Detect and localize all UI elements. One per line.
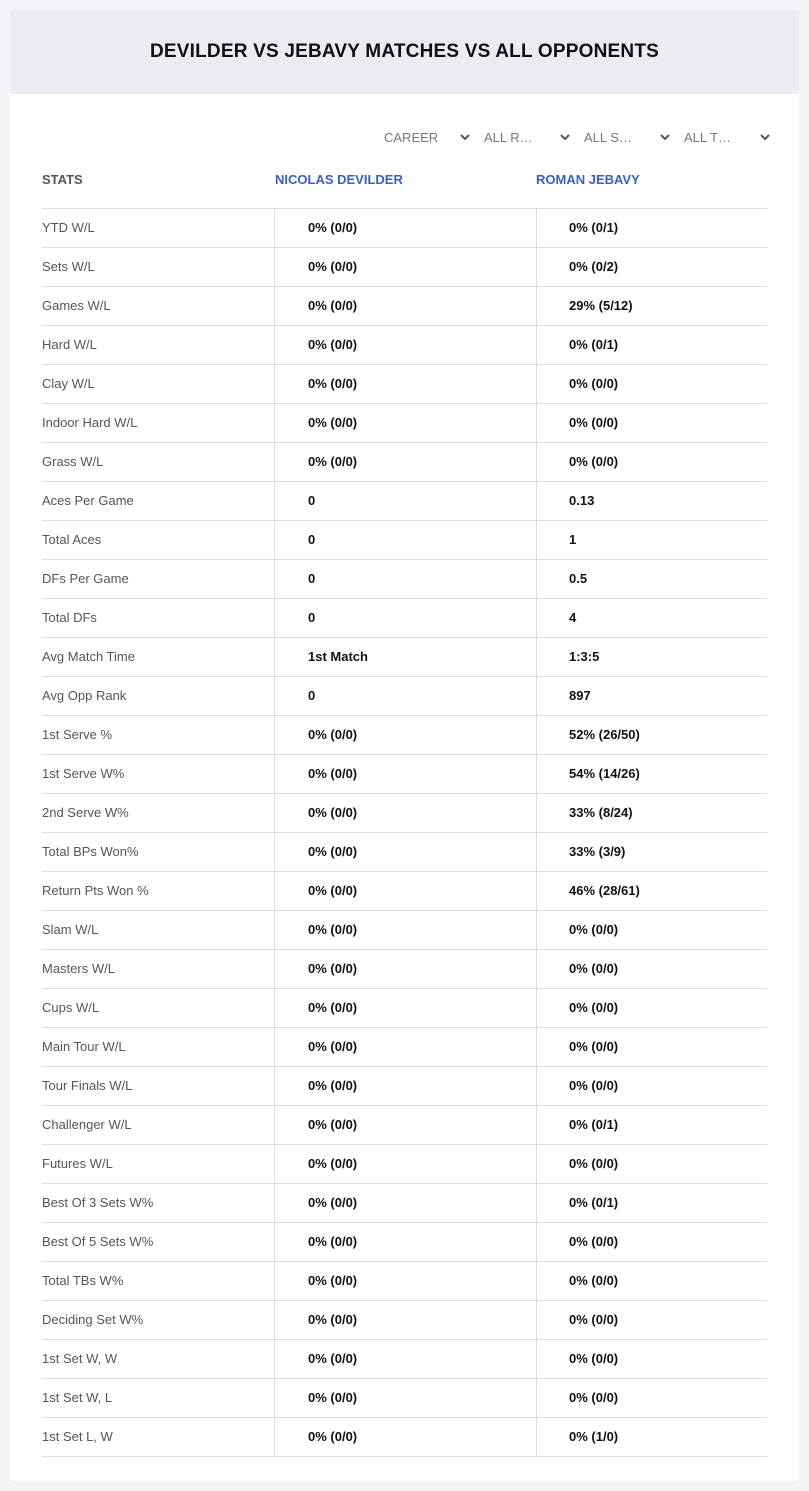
chevron-down-icon: [558, 130, 572, 144]
player2-stat-value: 897: [536, 677, 767, 715]
stat-label: Clay W/L: [42, 376, 95, 391]
stat-label: 1st Set W, L: [42, 1390, 113, 1405]
stat-label: 1st Set W, W: [42, 1351, 118, 1366]
player2-stat-value: 46% (28/61): [536, 872, 767, 910]
player2-stat-value: 0% (0/1): [536, 1106, 767, 1144]
stat-label: 1st Set L, W: [42, 1429, 113, 1444]
player1-stat-value: 0% (0/0): [274, 1418, 536, 1456]
player2-stat-value: 0.13: [536, 482, 767, 520]
player1-stat-value: 0% (0/0): [274, 755, 536, 793]
player2-stat-value: 0% (0/0): [536, 911, 767, 949]
player2-stat-value: 1: [536, 521, 767, 559]
player1-stat-value: 0% (0/0): [274, 326, 536, 364]
player1-stat-value: 0% (0/0): [274, 833, 536, 871]
player1-stat-value: 0: [274, 599, 536, 637]
table-row: [42, 404, 767, 443]
chevron-down-icon: [458, 130, 472, 144]
player1-stat-value: 0% (0/0): [274, 1106, 536, 1144]
stat-label: Tour Finals W/L: [42, 1078, 133, 1093]
stat-label: Avg Opp Rank: [42, 688, 127, 703]
surface-filter-label: ALL S…: [584, 129, 632, 145]
table-row: [42, 209, 767, 248]
stat-label: Best Of 3 Sets W%: [42, 1195, 154, 1210]
round-filter-select[interactable]: [474, 126, 574, 148]
table-header: [42, 170, 767, 209]
table-row: [42, 1067, 767, 1106]
table-row: [42, 443, 767, 482]
stat-label: Total TBs W%: [42, 1273, 124, 1288]
stat-label: Total BPs Won%: [42, 844, 139, 859]
stat-label: Return Pts Won %: [42, 883, 149, 898]
player1-stat-value: 0% (0/0): [274, 1067, 536, 1105]
table-row: [42, 365, 767, 404]
player2-stat-value: 1:3:5: [536, 638, 767, 676]
player2-stat-value: 0% (0/0): [536, 365, 767, 403]
table-row: [42, 1340, 767, 1379]
page-title: DEVILDER VS JEBAVY MATCHES VS ALL OPPONENTS: [149, 41, 660, 62]
table-row: [42, 521, 767, 560]
stat-label: Avg Match Time: [42, 649, 135, 664]
player1-stat-value: 0% (0/0): [274, 248, 536, 286]
stat-label: 1st Serve %: [42, 727, 113, 742]
player1-stat-value: 0: [274, 521, 536, 559]
table-row: [42, 1262, 767, 1301]
player2-stat-value: 0% (0/0): [536, 1067, 767, 1105]
stat-label: Indoor Hard W/L: [42, 415, 138, 430]
stat-label: Sets W/L: [42, 259, 95, 274]
player1-column-header[interactable]: NICOLAS DEVILDER: [275, 172, 403, 187]
player2-stat-value: 52% (26/50): [536, 716, 767, 754]
player2-stat-value: 0% (0/0): [536, 1262, 767, 1300]
player2-stat-value: 54% (14/26): [536, 755, 767, 793]
table-row: [42, 1145, 767, 1184]
round-filter-label: ALL R…: [484, 129, 533, 145]
surface-filter-select[interactable]: [574, 126, 674, 148]
stat-label: Cups W/L: [42, 1000, 100, 1015]
player2-stat-value: 0% (0/0): [536, 443, 767, 481]
table-row: [42, 989, 767, 1028]
stat-label: Challenger W/L: [42, 1117, 132, 1132]
table-row: [42, 248, 767, 287]
player2-stat-value: 0% (0/0): [536, 404, 767, 442]
chevron-down-icon: [658, 130, 672, 144]
stat-label: Masters W/L: [42, 961, 115, 976]
table-row: [42, 794, 767, 833]
player1-stat-value: 0% (0/0): [274, 872, 536, 910]
stats-column-header: STATS: [42, 172, 83, 187]
table-row: [42, 1418, 767, 1457]
tournament-filter-select[interactable]: [674, 126, 774, 148]
table-row: [42, 1301, 767, 1340]
table-row: [42, 1184, 767, 1223]
table-row: [42, 716, 767, 755]
player2-stat-value: 4: [536, 599, 767, 637]
table-row: [42, 755, 767, 794]
player2-stat-value: 0% (1/0): [536, 1418, 767, 1456]
table-row: [42, 482, 767, 521]
table-row: [42, 872, 767, 911]
player2-stat-value: 29% (5/12): [536, 287, 767, 325]
player1-stat-value: 0% (0/0): [274, 1262, 536, 1300]
player2-stat-value: 0% (0/0): [536, 1340, 767, 1378]
player1-stat-value: 0% (0/0): [274, 209, 536, 247]
table-row: [42, 326, 767, 365]
player1-stat-value: 0% (0/0): [274, 365, 536, 403]
chevron-down-icon: [758, 130, 772, 144]
stat-label: Grass W/L: [42, 454, 104, 469]
player1-stat-value: 0% (0/0): [274, 950, 536, 988]
stat-label: Aces Per Game: [42, 493, 134, 508]
player1-stat-value: 0% (0/0): [274, 1184, 536, 1222]
player1-stat-value: 0% (0/0): [274, 1379, 536, 1417]
career-filter-label: CAREER: [384, 129, 439, 145]
stat-label: YTD W/L: [42, 220, 95, 235]
player2-stat-value: 0% (0/2): [536, 248, 767, 286]
player2-stat-value: 0% (0/0): [536, 989, 767, 1027]
stat-label: DFs Per Game: [42, 571, 129, 586]
filter-bar: [374, 126, 774, 148]
player1-stat-value: 0% (0/0): [274, 287, 536, 325]
table-row: [42, 677, 767, 716]
tournament-filter-label: ALL T…: [684, 129, 731, 145]
player2-stat-value: 0% (0/0): [536, 1145, 767, 1183]
table-row: [42, 1223, 767, 1262]
player1-stat-value: 1st Match: [274, 638, 536, 676]
player2-stat-value: 0% (0/1): [536, 326, 767, 364]
stats-card: [10, 10, 799, 1481]
stats-table-body: [42, 209, 767, 1457]
stat-label: 1st Serve W%: [42, 766, 125, 781]
player1-stat-value: 0% (0/0): [274, 794, 536, 832]
table-row: [42, 833, 767, 872]
player1-stat-value: 0% (0/0): [274, 716, 536, 754]
player1-stat-value: 0% (0/0): [274, 1340, 536, 1378]
table-row: [42, 911, 767, 950]
table-row: [42, 560, 767, 599]
player1-stat-value: 0% (0/0): [274, 911, 536, 949]
table-row: [42, 287, 767, 326]
career-filter-select[interactable]: [374, 126, 474, 148]
stat-label: Futures W/L: [42, 1156, 113, 1171]
player2-stat-value: 0% (0/0): [536, 1223, 767, 1261]
player2-stat-value: 0% (0/0): [536, 1301, 767, 1339]
player1-stat-value: 0: [274, 482, 536, 520]
player1-stat-value: 0% (0/0): [274, 404, 536, 442]
table-row: [42, 1106, 767, 1145]
player1-stat-value: 0: [274, 677, 536, 715]
player1-stat-value: 0% (0/0): [274, 1301, 536, 1339]
player1-stat-value: 0% (0/0): [274, 989, 536, 1027]
player2-stat-value: 0% (0/0): [536, 950, 767, 988]
stat-label: Total Aces: [42, 532, 102, 547]
stat-label: Best Of 5 Sets W%: [42, 1234, 154, 1249]
player2-stat-value: 0% (0/0): [536, 1028, 767, 1066]
player2-stat-value: 0% (0/1): [536, 1184, 767, 1222]
table-row: [42, 1379, 767, 1418]
player2-column-header[interactable]: ROMAN JEBAVY: [536, 172, 640, 187]
player2-stat-value: 0% (0/0): [536, 1379, 767, 1417]
stat-label: Slam W/L: [42, 922, 99, 937]
player2-stat-value: 0.5: [536, 560, 767, 598]
stat-label: Games W/L: [42, 298, 111, 313]
table-row: [42, 1028, 767, 1067]
player1-stat-value: 0: [274, 560, 536, 598]
player1-stat-value: 0% (0/0): [274, 1145, 536, 1183]
player1-stat-value: 0% (0/0): [274, 443, 536, 481]
stat-label: Deciding Set W%: [42, 1312, 144, 1327]
stat-label: Hard W/L: [42, 337, 97, 352]
stat-label: Main Tour W/L: [42, 1039, 126, 1054]
player1-stat-value: 0% (0/0): [274, 1028, 536, 1066]
player2-stat-value: 33% (8/24): [536, 794, 767, 832]
table-row: [42, 599, 767, 638]
table-row: [42, 950, 767, 989]
table-row: [42, 638, 767, 677]
stat-label: 2nd Serve W%: [42, 805, 129, 820]
player2-stat-value: 33% (3/9): [536, 833, 767, 871]
player1-stat-value: 0% (0/0): [274, 1223, 536, 1261]
player2-stat-value: 0% (0/1): [536, 209, 767, 247]
page-header: [10, 10, 799, 94]
stat-label: Total DFs: [42, 610, 97, 625]
